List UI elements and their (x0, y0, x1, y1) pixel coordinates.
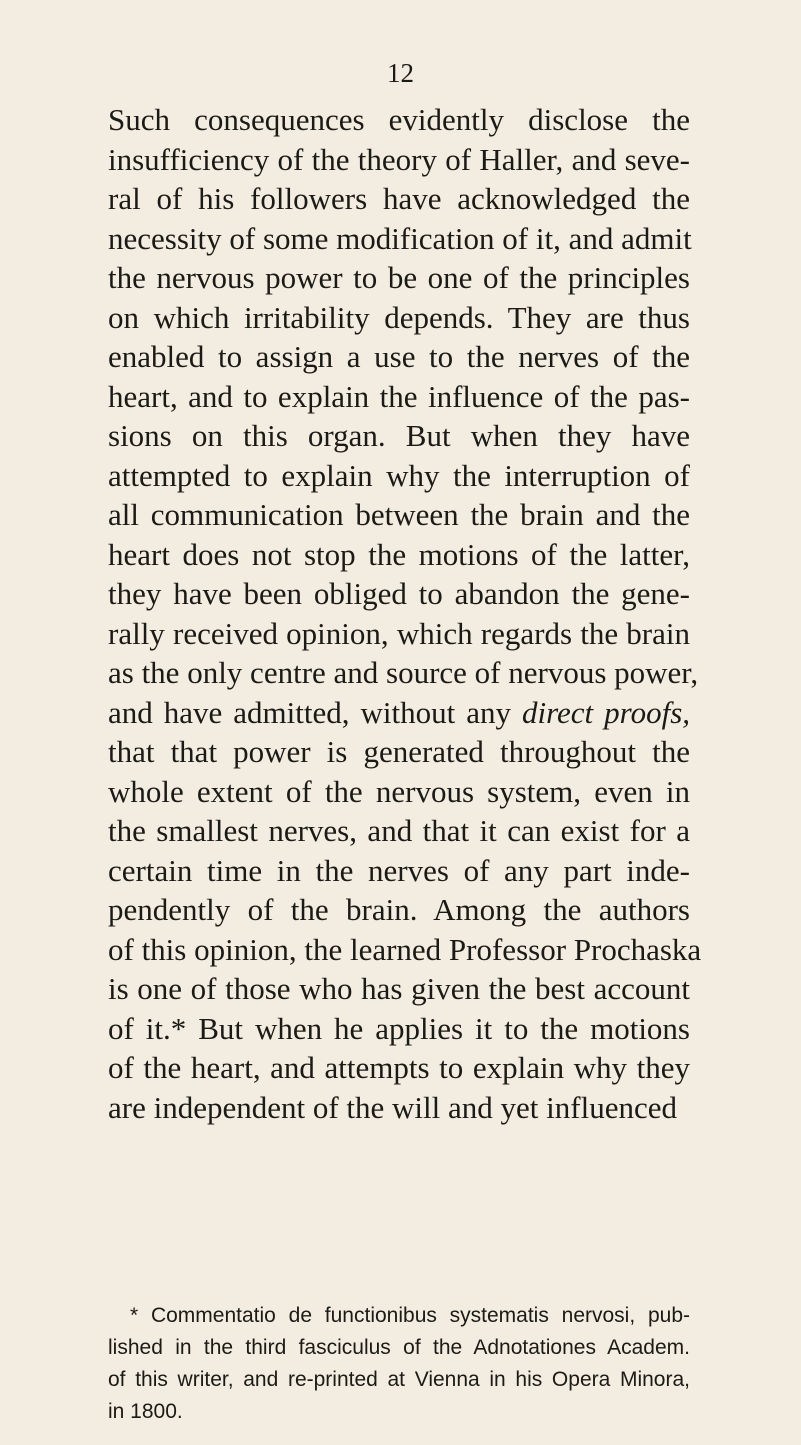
body-line: of this opinion, the learned Professor Prochaska (108, 931, 702, 967)
body-line-text: and have admitted, without any (108, 694, 511, 730)
body-line: whole extent of the nervous system, even in (108, 773, 690, 809)
body-line: insufficiency of the theory of Haller, and seve- (108, 141, 690, 177)
body-line: the nervous power to be one of the principles (108, 260, 690, 295)
body-line: attempted to explain why the interruption of (108, 457, 690, 493)
body-line: certain time in the nerves of any part inde- (108, 852, 690, 888)
body-line: all communication between the brain and the (108, 497, 690, 532)
body-line: pendently of the brain. Among the authors (108, 892, 690, 927)
body-line: rally received opinion, which regards the brain (108, 615, 690, 651)
body-line: ral of his followers have acknowledged the (108, 181, 690, 216)
body-line: as the only centre and source of nervous power, (108, 655, 699, 690)
body-line-with-italic (108, 693, 690, 733)
footnote-line: of this writer, and re-printed at Vienna in his Opera Minora, (108, 1368, 690, 1391)
body-line: heart, and to explain the influence of the pas- (108, 378, 690, 414)
page-number: 12 (387, 58, 414, 88)
body-line: the smallest nerves, and that it can exist for a (108, 813, 690, 848)
body-line: enabled to assign a use to the nerves of the (108, 339, 690, 374)
body-line: are independent of the will and yet influenced (108, 1089, 677, 1125)
body-line: on which irritability depends. They are thus (108, 299, 690, 335)
footnote-line: lished in the third fasciculus of the Adnotationes Academ. (108, 1336, 690, 1359)
body-line: that that power is generated throughout the (108, 734, 690, 769)
body-line: heart does not stop the motions of the latter, (108, 536, 690, 572)
footnote-line: * Commentatio de functionibus systematis nervosi, pub- (130, 1304, 690, 1327)
body-line: Such consequences evidently disclose the (108, 102, 690, 137)
footnote (108, 1300, 690, 1428)
footnote-line: in 1800. (108, 1400, 183, 1423)
body-line: of the heart, and attempts to explain why they (108, 1050, 690, 1085)
body-line: is one of those who has given the best account (108, 971, 690, 1006)
body-line: they have been obliged to abandon the gene- (108, 576, 690, 611)
body-line: necessity of some modification of it, and admit (108, 220, 692, 256)
body-line: of it.* But when he applies it to the motions (108, 1010, 690, 1046)
body-text (108, 100, 702, 1127)
body-line: sions on this organ. But when they have (108, 418, 690, 453)
italic-phrase: direct proofs, (522, 694, 691, 730)
